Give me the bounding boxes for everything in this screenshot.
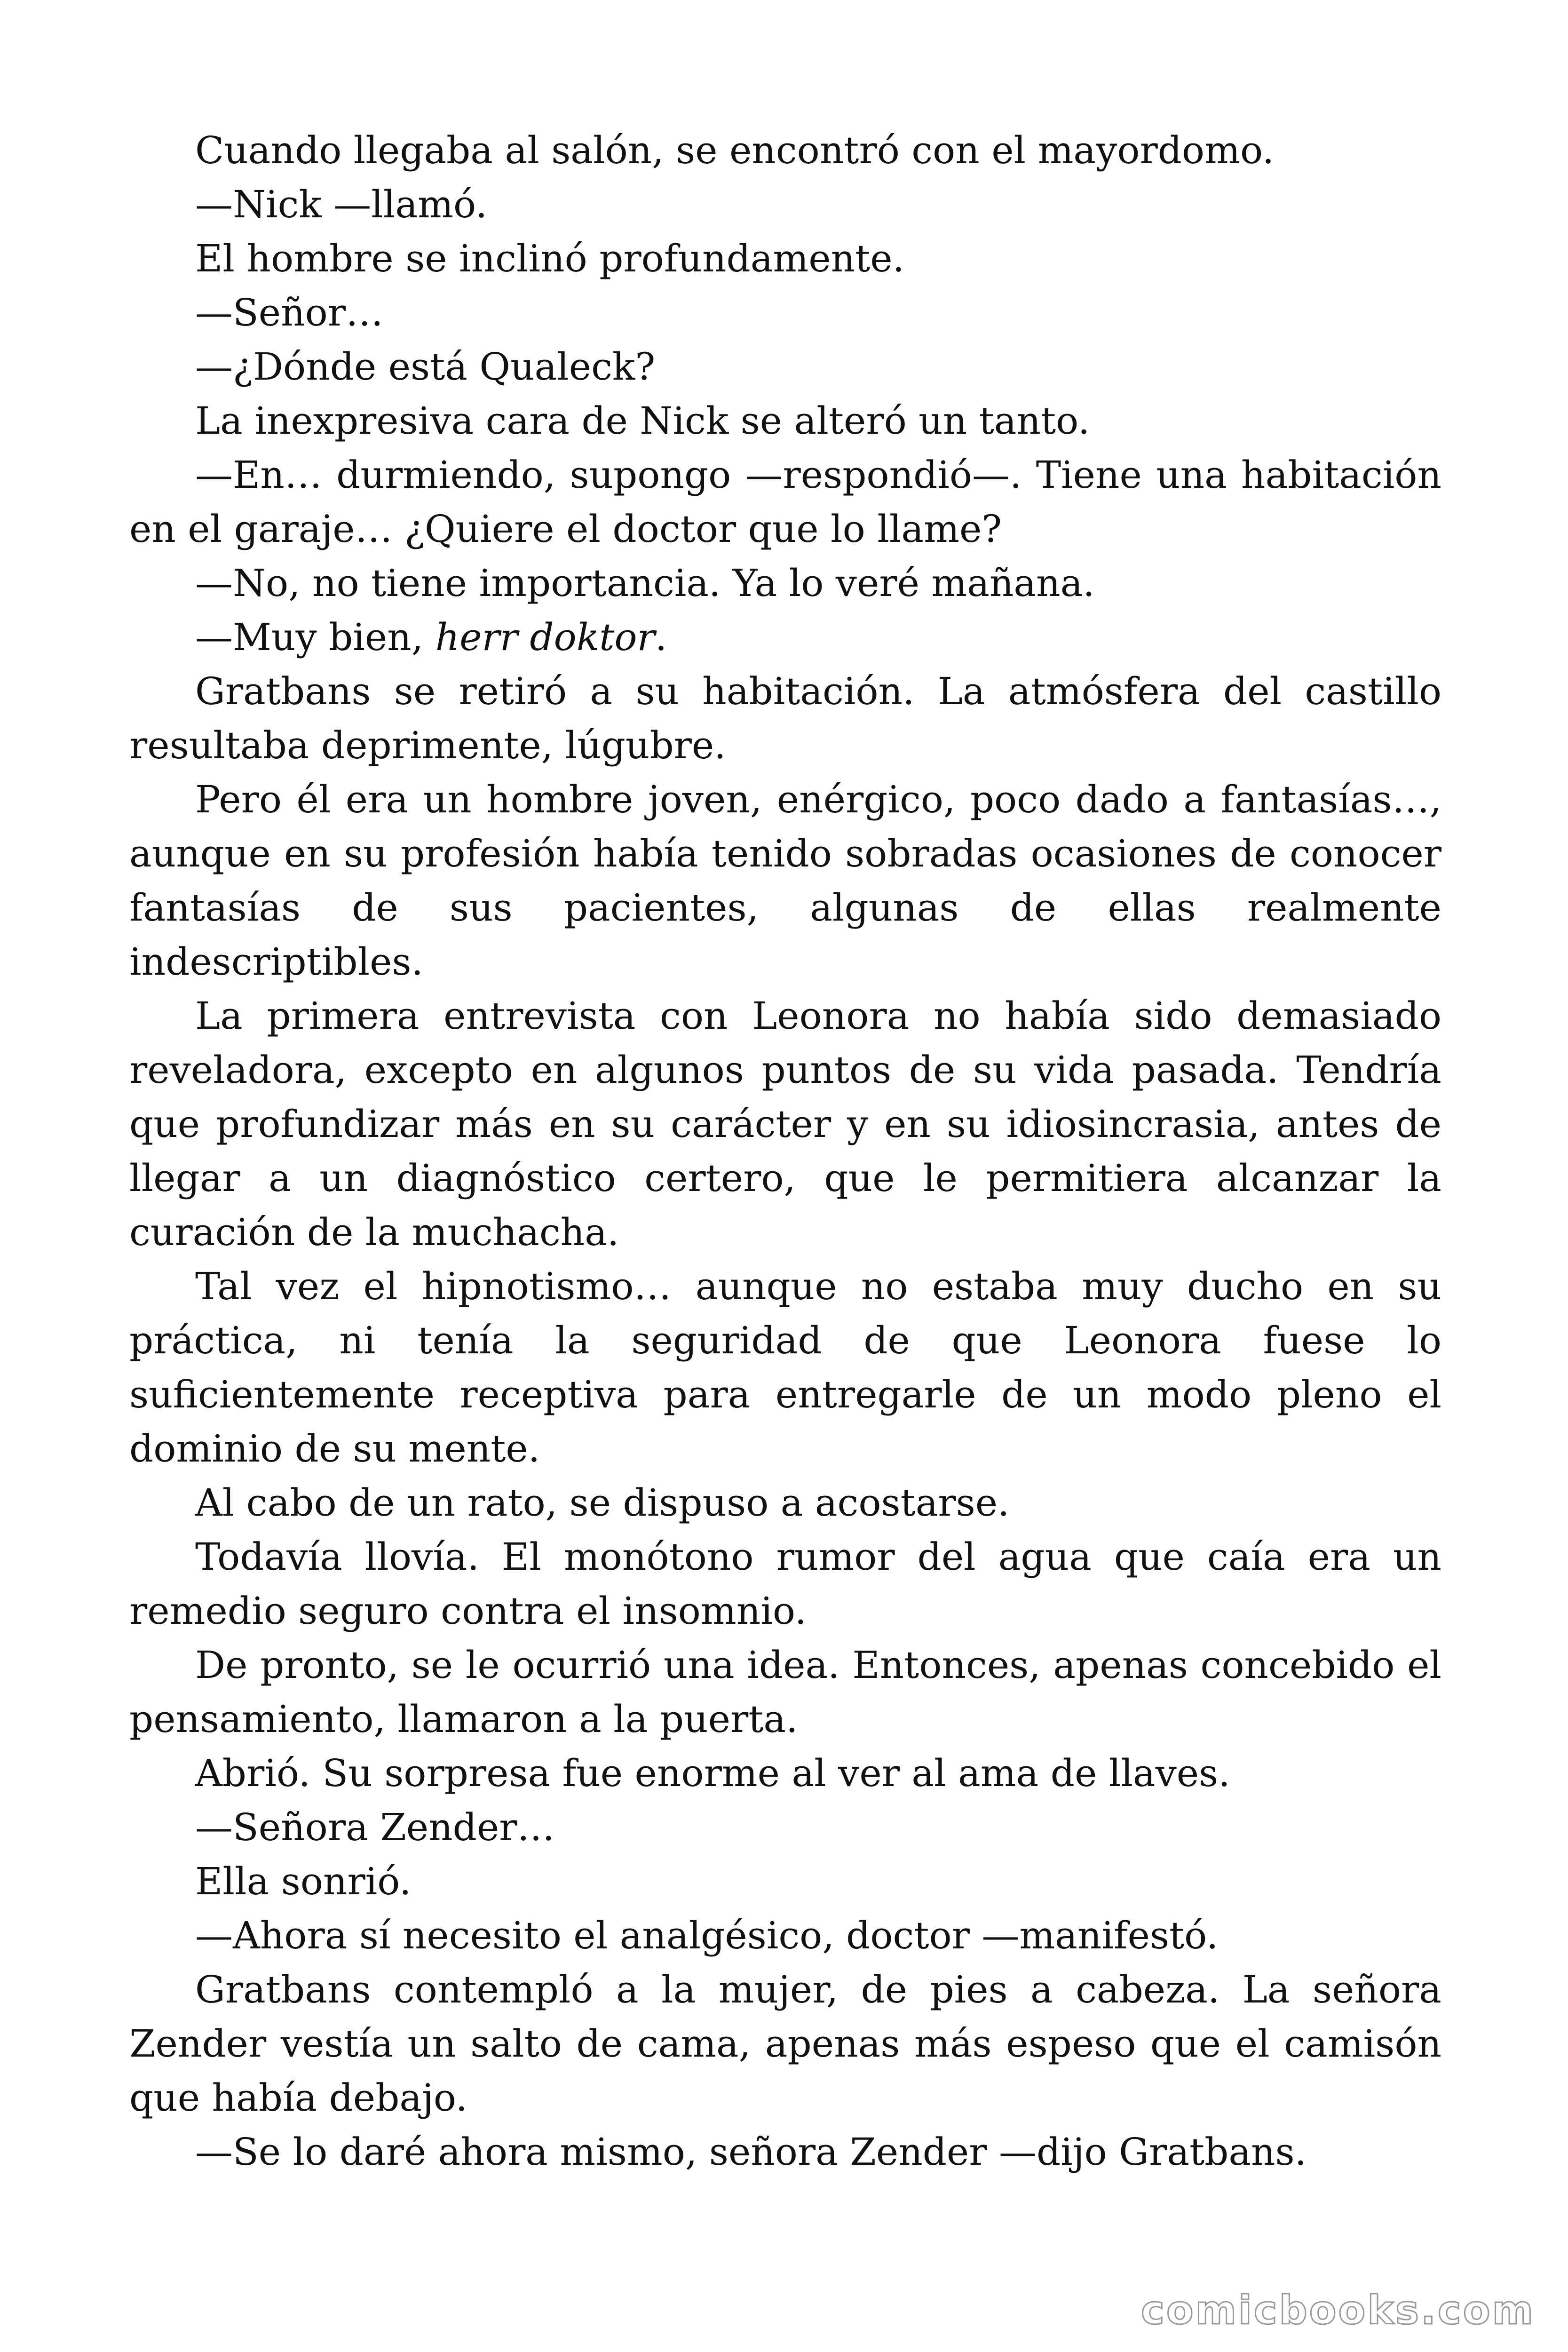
paragraph: Gratbans contempló a la mujer, de pies a cabeza. La señora Zender vestía un salto de cama, apenas más espeso que el camisón que había debajo.: [129, 1968, 1441, 2120]
paragraph: —No, no tiene importancia. Ya lo veré mañana.: [195, 561, 1095, 605]
paragraph: Pero él era un hombre joven, enérgico, poco dado a fantasías…, aunque en su profesión había tenido sobradas ocasiones de conocer fantasías de sus pacientes, algunas de ellas realmente indescriptibles.: [129, 778, 1441, 984]
paragraph: La inexpresiva cara de Nick se alteró un tanto.: [195, 399, 1090, 443]
paragraph-text: .: [655, 615, 667, 659]
paragraph: —Nick —llamó.: [195, 183, 488, 226]
paragraph: —¿Dónde está Qualeck?: [195, 345, 656, 389]
paragraph: La primera entrevista con Leonora no había sido demasiado reveladora, excepto en algunos puntos de su vida pasada. Tendría que profundizar más en su carácter y en su idiosincrasia, antes de llegar a un diagnóstico certero, que le permitiera alcanzar la curación de la muchacha.: [129, 994, 1441, 1254]
paragraph: El hombre se inclinó profundamente.: [195, 237, 905, 280]
paragraph: —Ahora sí necesito el analgésico, doctor —manifestó.: [195, 1914, 1219, 1957]
paragraph: Todavía llovía. El monótono rumor del agua que caía era un remedio seguro contra el insomnio.: [129, 1535, 1441, 1633]
book-page-text: [129, 123, 1441, 2179]
paragraph: —Se lo daré ahora mismo, señora Zender —dijo Gratbans.: [195, 2130, 1307, 2174]
italic-phrase: herr doktor: [435, 615, 655, 659]
watermark-logo: comicbooks.com: [1141, 2287, 1535, 2333]
paragraph: De pronto, se le ocurrió una idea. Entonces, apenas concebido el pensamiento, llamaron a la puerta.: [129, 1643, 1441, 1741]
paragraph: —Señora Zender…: [195, 1805, 555, 1849]
paragraph-text: —Muy bien,: [195, 615, 436, 659]
paragraph: Tal vez el hipnotismo… aunque no estaba muy ducho en su práctica, ni tenía la seguridad de que Leonora fuese lo suficientemente receptiva para entregarle de un modo pleno el dominio de su mente.: [129, 1264, 1441, 1470]
paragraph: Ella sonrió.: [195, 1859, 412, 1903]
paragraph-with-italic: [129, 610, 1441, 664]
paragraph: Abrió. Su sorpresa fue enorme al ver al ama de llaves.: [195, 1751, 1230, 1795]
paragraph: Cuando llegaba al salón, se encontró con el mayordomo.: [195, 128, 1275, 172]
paragraph: —Señor…: [195, 291, 384, 334]
paragraph: Gratbans se retiró a su habitación. La atmósfera del castillo resultaba deprimente, lúgubre.: [129, 669, 1441, 767]
paragraph: Al cabo de un rato, se dispuso a acostarse.: [195, 1481, 1010, 1525]
paragraph: —En… durmiendo, supongo —respondió—. Tiene una habitación en el garaje… ¿Quiere el doctor que lo llame?: [129, 453, 1441, 551]
